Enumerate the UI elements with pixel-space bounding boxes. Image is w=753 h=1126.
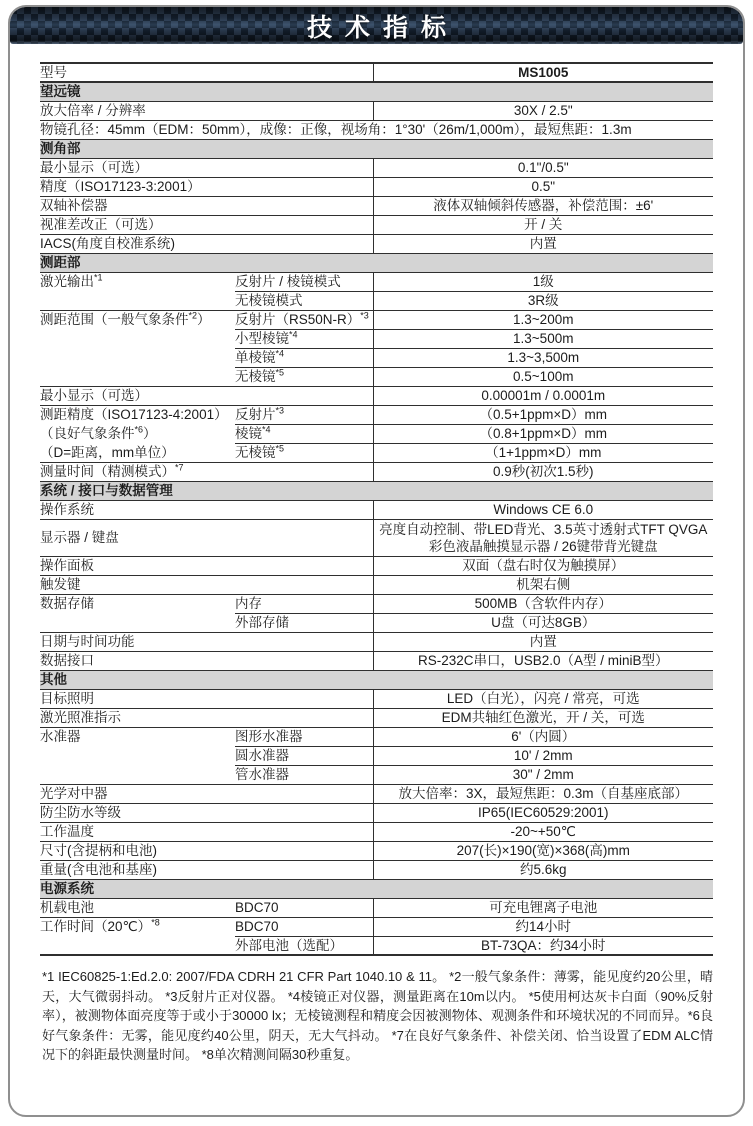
spec-row	[40, 841, 713, 860]
section-header: 其他	[40, 670, 713, 689]
spec-sublabel-cell: 内存	[235, 594, 373, 613]
spec-sublabel-cell: 圆水准器	[235, 746, 373, 765]
section-header: 电源系统	[40, 879, 713, 898]
spec-sublabel-cell: 外部存储	[235, 613, 373, 632]
spec-row	[40, 462, 713, 481]
spec-label-cell: （D=距离，mm单位）	[40, 444, 175, 460]
spec-label-cell: 触发键	[40, 575, 373, 594]
spec-label-cell	[40, 936, 235, 955]
spec-label-cell: 光学对中器	[40, 784, 373, 803]
section-header: 望远镜	[40, 82, 713, 101]
spec-value-cell: -20~+50℃	[373, 822, 713, 841]
spec-label-cell: （良好气象条件$^{*6}$）	[40, 424, 157, 441]
spec-value-cell: 3R级	[373, 291, 713, 310]
spec-value-cell: 6'（内圆）	[373, 727, 713, 746]
spec-value-cell: 0.00001m / 0.0001m	[373, 386, 713, 405]
spec-label-cell	[40, 291, 235, 310]
spec-row	[40, 727, 713, 746]
spec-row	[40, 443, 713, 462]
spec-value-cell: 内置	[373, 632, 713, 651]
spec-label-cell: 视准差改正（可选）	[40, 215, 373, 234]
spec-row	[40, 329, 713, 348]
spec-row	[40, 917, 713, 936]
page-title: 技术指标	[306, 13, 459, 42]
spec-label-cell	[40, 367, 235, 386]
spec-sublabel-cell: 小型棱镜$^{*4}$	[235, 329, 373, 348]
spec-row	[40, 310, 713, 329]
spec-row	[40, 424, 713, 443]
spec-label-cell: 数据接口	[40, 651, 373, 670]
spec-label-cell: 操作面板	[40, 556, 373, 575]
spec-label-cell: 放大倍率 / 分辨率	[40, 101, 373, 120]
section-row	[40, 139, 713, 158]
spec-value-cell: 10' / 2mm	[373, 746, 713, 765]
section-row	[40, 481, 713, 500]
spec-row	[40, 613, 713, 632]
spec-value-cell: 0.5"	[373, 177, 713, 196]
spec-row	[40, 291, 713, 310]
spec-row	[40, 784, 713, 803]
spec-sublabel-cell: 无棱镜$^{*5}$	[235, 367, 373, 386]
spec-value-cell: 1级	[373, 272, 713, 291]
spec-label-cell: 测量时间（精测模式）$^{*7}$	[40, 462, 373, 481]
spec-sublabel-cell: 无棱镜模式	[235, 291, 373, 310]
spec-row	[40, 158, 713, 177]
title-banner	[10, 7, 743, 44]
spec-value-cell: 可充电锂离子电池	[373, 898, 713, 917]
spec-label-cell: 双轴补偿器	[40, 196, 373, 215]
spec-label-cell: 最小显示（可选）	[40, 158, 373, 177]
spec-value-cell: 30X / 2.5"	[373, 101, 713, 120]
spec-value-cell: 1.3~500m	[373, 329, 713, 348]
spec-row	[40, 500, 713, 519]
spec-label-cell: 型号	[40, 63, 373, 82]
section-header: 测距部	[40, 253, 713, 272]
spec-sublabel-cell: 管水准器	[235, 765, 373, 784]
spec-value-cell: 207(长)×190(宽)×368(高)mm	[373, 841, 713, 860]
spec-value-cell: 0.1"/0.5"	[373, 158, 713, 177]
spec-row	[40, 215, 713, 234]
spec-label-cell: IACS(角度自校准系统)	[40, 234, 373, 253]
spec-label-cell	[40, 765, 235, 784]
spec-label-cell	[40, 746, 235, 765]
spec-label-cell: 重量(含电池和基座)	[40, 860, 373, 879]
spec-label-cell: 测距范围（一般气象条件$^{*2}$）	[40, 310, 235, 329]
spec-value-cell: 放大倍率：3X，最短焦距：0.3m（自基座底部）	[373, 784, 713, 803]
spec-row	[40, 822, 713, 841]
spec-row	[40, 272, 713, 291]
section-row	[40, 82, 713, 101]
spec-sublabel-cell: BDC70	[235, 898, 373, 917]
spec-value-cell: 30" / 2mm	[373, 765, 713, 784]
spec-row	[40, 405, 713, 424]
spec-value-cell: LED（白光），闪亮 / 常亮，可选	[373, 689, 713, 708]
spec-label-cell	[40, 613, 235, 632]
spec-label-cell: 水准器	[40, 727, 235, 746]
section-header: 测角部	[40, 139, 713, 158]
spec-sublabel-cell: 单棱镜$^{*4}$	[235, 348, 373, 367]
spec-value-cell: 机架右侧	[373, 575, 713, 594]
spec-table	[40, 62, 713, 956]
spec-sublabel-cell: 反射片 / 棱镜模式	[235, 272, 373, 291]
spec-row	[40, 519, 713, 556]
spec-row	[40, 575, 713, 594]
spec-value-cell: 0.5~100m	[373, 367, 713, 386]
section-row	[40, 670, 713, 689]
spec-value-cell: MS1005	[373, 63, 713, 82]
spec-row	[40, 348, 713, 367]
spec-row	[40, 651, 713, 670]
spec-label-cell: 工作时间（20℃）$^{*8}$	[40, 917, 235, 936]
spec-label-cell: 数据存储	[40, 594, 235, 613]
spec-row	[40, 936, 713, 955]
spec-row	[40, 594, 713, 613]
spec-row	[40, 708, 713, 727]
spec-sublabel-cell: 图形水准器	[235, 727, 373, 746]
spec-value-cell: 亮度自动控制、带LED背光、3.5英寸透射式TFT QVGA彩色液晶触摸显示器 / 26键带背光键盘	[373, 519, 713, 556]
spec-value-cell: （0.8+1ppm×D）mm	[373, 424, 713, 443]
spec-row	[40, 386, 713, 405]
spec-label-cell: 激光照准指示	[40, 708, 373, 727]
section-header: 系统 / 接口与数据管理	[40, 481, 713, 500]
spec-value-cell: 500MB（含软件内存）	[373, 594, 713, 613]
spec-row	[40, 177, 713, 196]
spec-row	[40, 803, 713, 822]
section-row	[40, 253, 713, 272]
spec-value-cell: 内置	[373, 234, 713, 253]
spec-row	[40, 765, 713, 784]
section-row	[40, 879, 713, 898]
spec-row	[40, 101, 713, 120]
spec-row	[40, 234, 713, 253]
spec-label-cell: 防尘防水等级	[40, 803, 373, 822]
spec-label-cell: 显示器 / 键盘	[40, 519, 373, 556]
spec-value-cell: 约5.6kg	[373, 860, 713, 879]
spec-value-cell: （1+1ppm×D）mm	[373, 443, 713, 462]
spec-row	[40, 556, 713, 575]
spec-row	[40, 120, 713, 139]
spec-value-cell: BT-73QA：约34小时	[373, 936, 713, 955]
spec-value-cell: 开 / 关	[373, 215, 713, 234]
spec-sublabel-cell: 外部电池（选配）	[235, 936, 373, 955]
spec-fullwidth-cell: 物镜孔径：45mm（EDM：50mm），成像：正像，视场角：1°30'（26m/1,000m），最短焦距：1.3m	[40, 120, 713, 139]
spec-value-cell: 双面（盘右时仅为触摸屏）	[373, 556, 713, 575]
spec-sublabel-cell: BDC70	[235, 917, 373, 936]
spec-sublabel-cell: 棱镜$^{*4}$	[235, 424, 373, 443]
spec-label-cell	[40, 348, 235, 367]
spec-label-cell: 工作温度	[40, 822, 373, 841]
spec-sublabel-cell: 反射片$^{*3}$	[235, 405, 373, 424]
spec-label-cell: 激光输出$^{*1}$	[40, 272, 235, 291]
spec-value-cell: 0.9秒(初次1.5秒)	[373, 462, 713, 481]
spec-label-cell: 机载电池	[40, 898, 235, 917]
spec-value-cell: EDM共轴红色激光，开 / 关，可选	[373, 708, 713, 727]
spec-sheet-frame	[8, 5, 745, 1117]
spec-sublabel-cell: 反射片$(RS50N-R)^{*3}$	[235, 310, 373, 329]
spec-label-cell: 尺寸(含提柄和电池)	[40, 841, 373, 860]
spec-value-cell: 约14小时	[373, 917, 713, 936]
spec-sublabel-cell: 无棱镜$^{*5}$	[235, 443, 373, 462]
spec-value-cell: Windows CE 6.0	[373, 500, 713, 519]
spec-value-cell: （0.5+1ppm×D）mm	[373, 405, 713, 424]
spec-table-body	[40, 63, 713, 955]
spec-value-cell: 1.3~200m	[373, 310, 713, 329]
spec-value-cell: RS-232C串口，USB2.0（A型 / miniB型）	[373, 651, 713, 670]
spec-label-cell: 测距精度（ISO17123-4:2001）	[40, 405, 235, 424]
spec-row	[40, 63, 713, 82]
spec-value-cell: U盘（可达8GB）	[373, 613, 713, 632]
spec-label-cell: 最小显示（可选）	[40, 386, 373, 405]
spec-label-cell: 操作系统	[40, 500, 373, 519]
spec-label-cell: 精度（ISO17123-3:2001）	[40, 177, 373, 196]
spec-value-cell: 1.3~3,500m	[373, 348, 713, 367]
spec-row	[40, 746, 713, 765]
spec-label-cell: 目标照明	[40, 689, 373, 708]
spec-row	[40, 367, 713, 386]
spec-row	[40, 898, 713, 917]
spec-label-cell: 日期与时间功能	[40, 632, 373, 651]
spec-label-cell	[40, 329, 235, 348]
footnotes: *1 IEC60825-1:Ed.2.0: 2007/FDA CDRH 21 CFR Part 1040.10 & 11。 *2一般气象条件：薄雾，能见度约20公里，晴天，大气微弱抖动。 *3反射片正对仪器。 *4棱镜正对仪器，测量距离在10m以内。 *5使用柯达灰卡白面（90%反射率），被测物体面亮度等于或小于30000 lx；无棱镜测程和精度会因被测物体、观测条件和环境状况的不同而异。*6良好气象条件：无雾，能见度约40公里，阴天，无大气抖动。 *7在良好气象条件、补偿关闭、恰当设置了EDM ALC情况下的斜距最快测量时间。 *8单次精测间隔30秒重复。	[42, 969, 713, 1062]
spec-row	[40, 689, 713, 708]
spec-value-cell: 液体双轴倾斜传感器，补偿范围：±6'	[373, 196, 713, 215]
spec-row	[40, 632, 713, 651]
spec-row	[40, 196, 713, 215]
spec-row	[40, 860, 713, 879]
spec-value-cell: IP65(IEC60529:2001)	[373, 803, 713, 822]
